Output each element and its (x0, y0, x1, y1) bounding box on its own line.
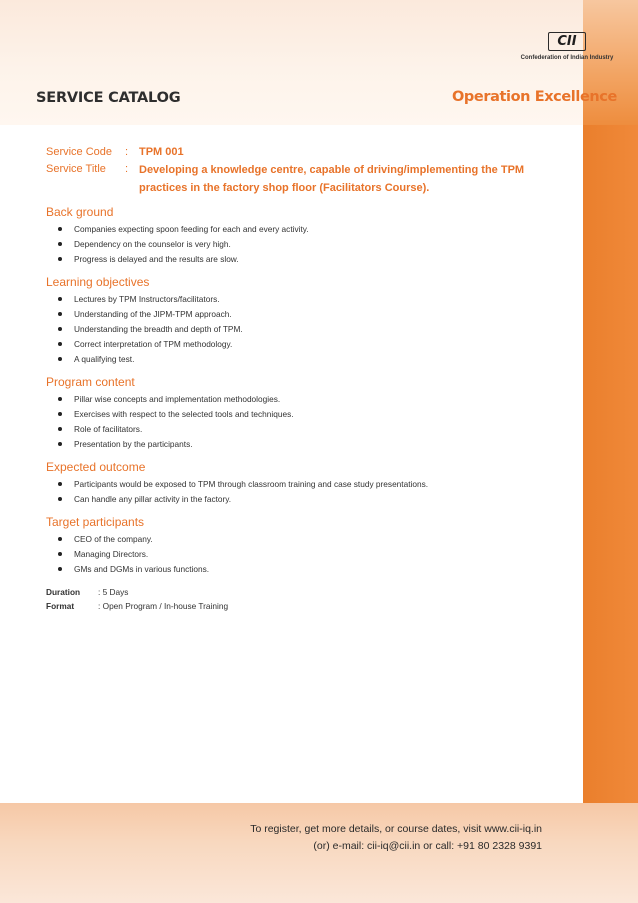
format-row (46, 599, 566, 613)
list-item (46, 407, 566, 422)
bullet-icon (58, 567, 62, 571)
service-title-row (46, 161, 566, 197)
list-item (46, 222, 566, 237)
footer-line-register: To register, get more details, or course dates, visit www.cii-iq.in (250, 823, 542, 835)
bullet-icon (58, 342, 62, 346)
service-code-label: Service Code (46, 146, 113, 158)
duration-value: : 5 Days (98, 587, 129, 597)
duration-label: Duration (46, 587, 81, 597)
section-title: Operation Excellence (452, 89, 617, 105)
list-item (46, 532, 566, 547)
bullet-icon (58, 327, 62, 331)
section-heading: Program content (46, 375, 135, 389)
list-item-text: Understanding of the JIPM-TPM approach. (74, 309, 232, 319)
bullet-icon (58, 227, 62, 231)
section-heading: Back ground (46, 205, 114, 219)
footer-line-contact: (or) e-mail: cii-iq@cii.in or call: +91 80 2328 9391 (313, 840, 542, 852)
section-program-content (46, 374, 566, 452)
bullet-list (46, 477, 566, 507)
list-item-text: Role of facilitators. (74, 424, 143, 434)
bullet-icon (58, 442, 62, 446)
service-content (46, 144, 566, 613)
section-expected-outcome (46, 459, 566, 507)
footer-contact (250, 821, 542, 855)
bullet-list (46, 222, 566, 267)
bullet-icon (58, 357, 62, 361)
list-item-text: Managing Directors. (74, 549, 149, 559)
section-heading: Learning objectives (46, 275, 150, 289)
duration-row (46, 585, 566, 599)
list-item (46, 547, 566, 562)
cii-logo-subtitle: Confederation of Indian Industry (520, 55, 614, 61)
bullet-icon (58, 552, 62, 556)
bullet-list (46, 392, 566, 452)
catalog-title: SERVICE CATALOG (36, 90, 181, 106)
bullet-icon (58, 497, 62, 501)
section-heading: Target participants (46, 515, 145, 529)
list-item-text: Companies expecting spoon feeding for each and every activity. (74, 224, 309, 234)
list-item-text: GMs and DGMs in various functions. (74, 564, 210, 574)
list-item-text: Exercises with respect to the selected tools and techniques. (74, 409, 294, 419)
list-item-text: Dependency on the counselor is very high. (74, 239, 231, 249)
service-title-value: Developing a knowledge centre, capable of driving/implementing the TPM practices in the factory shop floor (Facilitators Course). (139, 164, 525, 194)
list-item (46, 352, 566, 367)
section-background (46, 204, 566, 267)
list-item (46, 292, 566, 307)
list-item-text: Progress is delayed and the results are slow. (74, 254, 239, 264)
cii-logo-mark: CII (548, 32, 586, 51)
bullet-icon (58, 242, 62, 246)
list-item-text: Understanding the breadth and depth of TPM. (74, 324, 243, 334)
bullet-icon (58, 412, 62, 416)
list-item (46, 252, 566, 267)
bullet-list (46, 292, 566, 367)
course-details (46, 585, 566, 613)
list-item-text: Participants would be exposed to TPM through classroom training and case study presentations. (74, 479, 429, 489)
bullet-icon (58, 297, 62, 301)
right-accent-strip (583, 0, 638, 903)
section-heading: Expected outcome (46, 460, 146, 474)
bullet-list (46, 532, 566, 577)
list-item (46, 322, 566, 337)
bullet-icon (58, 257, 62, 261)
list-item-text: Correct interpretation of TPM methodology. (74, 339, 233, 349)
list-item-text: Pillar wise concepts and implementation methodologies. (74, 394, 281, 404)
service-code-value: TPM 001 (139, 146, 184, 158)
list-item (46, 392, 566, 407)
list-item-text: CEO of the company. (74, 534, 153, 544)
list-item-text: Can handle any pillar activity in the factory. (74, 494, 232, 504)
cii-logo (508, 28, 628, 68)
list-item (46, 237, 566, 252)
service-title-colon: : (125, 163, 129, 175)
list-item (46, 337, 566, 352)
list-item-text: Presentation by the participants. (74, 439, 193, 449)
bullet-icon (58, 397, 62, 401)
bullet-icon (58, 537, 62, 541)
list-item (46, 422, 566, 437)
list-item (46, 562, 566, 577)
section-target-participants (46, 514, 566, 577)
bullet-icon (58, 312, 62, 316)
list-item-text: A qualifying test. (74, 354, 135, 364)
service-code-colon: : (125, 146, 129, 158)
bullet-icon (58, 482, 62, 486)
list-item-text: Lectures by TPM Instructors/facilitators. (74, 294, 220, 304)
list-item (46, 492, 566, 507)
format-value: : Open Program / In-house Training (98, 601, 229, 611)
list-item (46, 437, 566, 452)
service-code-row (46, 144, 566, 160)
bullet-icon (58, 427, 62, 431)
format-label: Format (46, 601, 75, 611)
service-title-label: Service Title (46, 163, 106, 175)
list-item (46, 477, 566, 492)
section-learning-objectives (46, 274, 566, 367)
list-item (46, 307, 566, 322)
